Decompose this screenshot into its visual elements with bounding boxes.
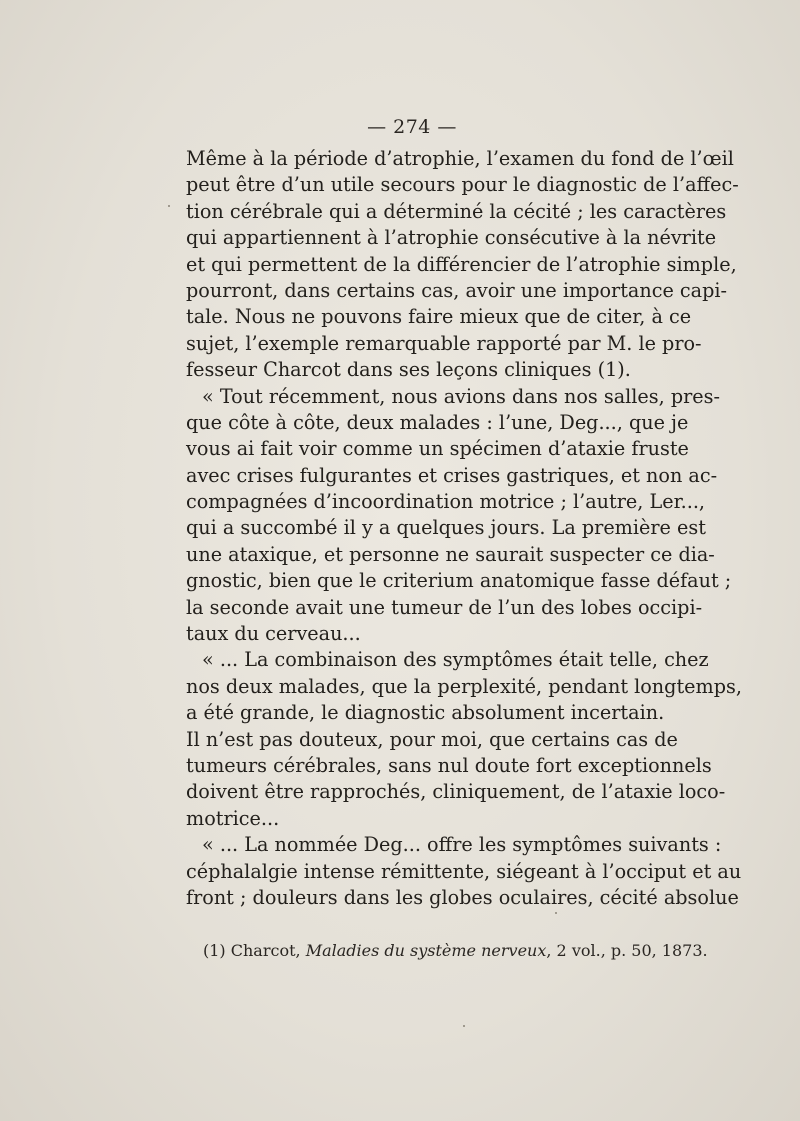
paper-speck: [555, 912, 557, 914]
text-line: compagnées d’incoordination motrice ; l’autre, Ler...,: [186, 490, 706, 514]
text-line: motrice...: [186, 806, 280, 830]
text-line: une ataxique, et personne ne saurait suspecter ce dia-: [186, 542, 715, 566]
text-line: doivent être rapprochés, cliniquement, de l’ataxie loco-: [186, 780, 726, 804]
text-line: céphalalgie intense rémittente, siégeant à l’occiput et au: [186, 859, 742, 883]
text-line: tion cérébrale qui a déterminé la cécité ; les caractères: [186, 199, 727, 223]
text-line: et qui permettent de la différencier de l’atrophie simple,: [186, 252, 737, 276]
text-line: front ; douleurs dans les globes oculaires, cécité absolue: [186, 885, 739, 909]
text-line: qui a succombé il y a quelques jours. La première est: [186, 516, 706, 540]
text-line: tumeurs cérébrales, sans nul doute fort exceptionnels: [186, 753, 712, 777]
text-line: la seconde avait une tumeur de l’un des lobes occipi-: [186, 595, 703, 619]
paper-speck: [168, 205, 170, 207]
text-line: Même à la période d’atrophie, l’examen du fond de l’œil: [186, 147, 734, 170]
text-line: gnostic, bien que le criterium anatomique fasse défaut ;: [186, 569, 732, 593]
text-line: sujet, l’exemple remarquable rapporté par M. le pro-: [186, 331, 702, 355]
text-line: pourront, dans certains cas, avoir une importance capi-: [186, 278, 728, 302]
text-line: « ... La nommée Deg... offre les symptômes suivants :: [202, 833, 722, 857]
body-text: [186, 146, 742, 911]
text-line: avec crises fulgurantes et crises gastriques, et non ac-: [186, 463, 718, 487]
footnote: [203, 941, 708, 960]
paper-speck: [463, 1025, 465, 1027]
text-line: nos deux malades, que la perplexité, pendant longtemps,: [186, 674, 742, 698]
text-line: fesseur Charcot dans ses leçons cliniques (1).: [186, 358, 631, 382]
text-line: « Tout récemment, nous avions dans nos salles, pres-: [202, 384, 720, 408]
text-line: qui appartiennent à l’atrophie consécutive à la névrite: [186, 226, 717, 250]
page-number: — 274 —: [367, 116, 457, 138]
text-line: tale. Nous ne pouvons faire mieux que de citer, à ce: [186, 305, 692, 329]
footnote-prefix: (1) Charcot,: [203, 941, 306, 960]
text-line: « ... La combinaison des symptômes était telle, chez: [202, 648, 709, 672]
text-line: Il n’est pas douteux, pour moi, que certains cas de: [186, 727, 678, 751]
text-line: a été grande, le diagnostic absolument incertain.: [186, 701, 665, 725]
footnote-title: Maladies du système nerveux: [305, 941, 547, 960]
text-line: vous ai fait voir comme un spécimen d’ataxie fruste: [186, 437, 689, 461]
text-line: que côte à côte, deux malades : l’une, Deg..., que je: [186, 410, 689, 434]
text-line: peut être d’un utile secours pour le diagnostic de l’affec-: [186, 173, 739, 197]
footnote-suffix: , 2 vol., p. 50, 1873.: [546, 941, 708, 960]
text-line: taux du cerveau...: [186, 622, 361, 646]
